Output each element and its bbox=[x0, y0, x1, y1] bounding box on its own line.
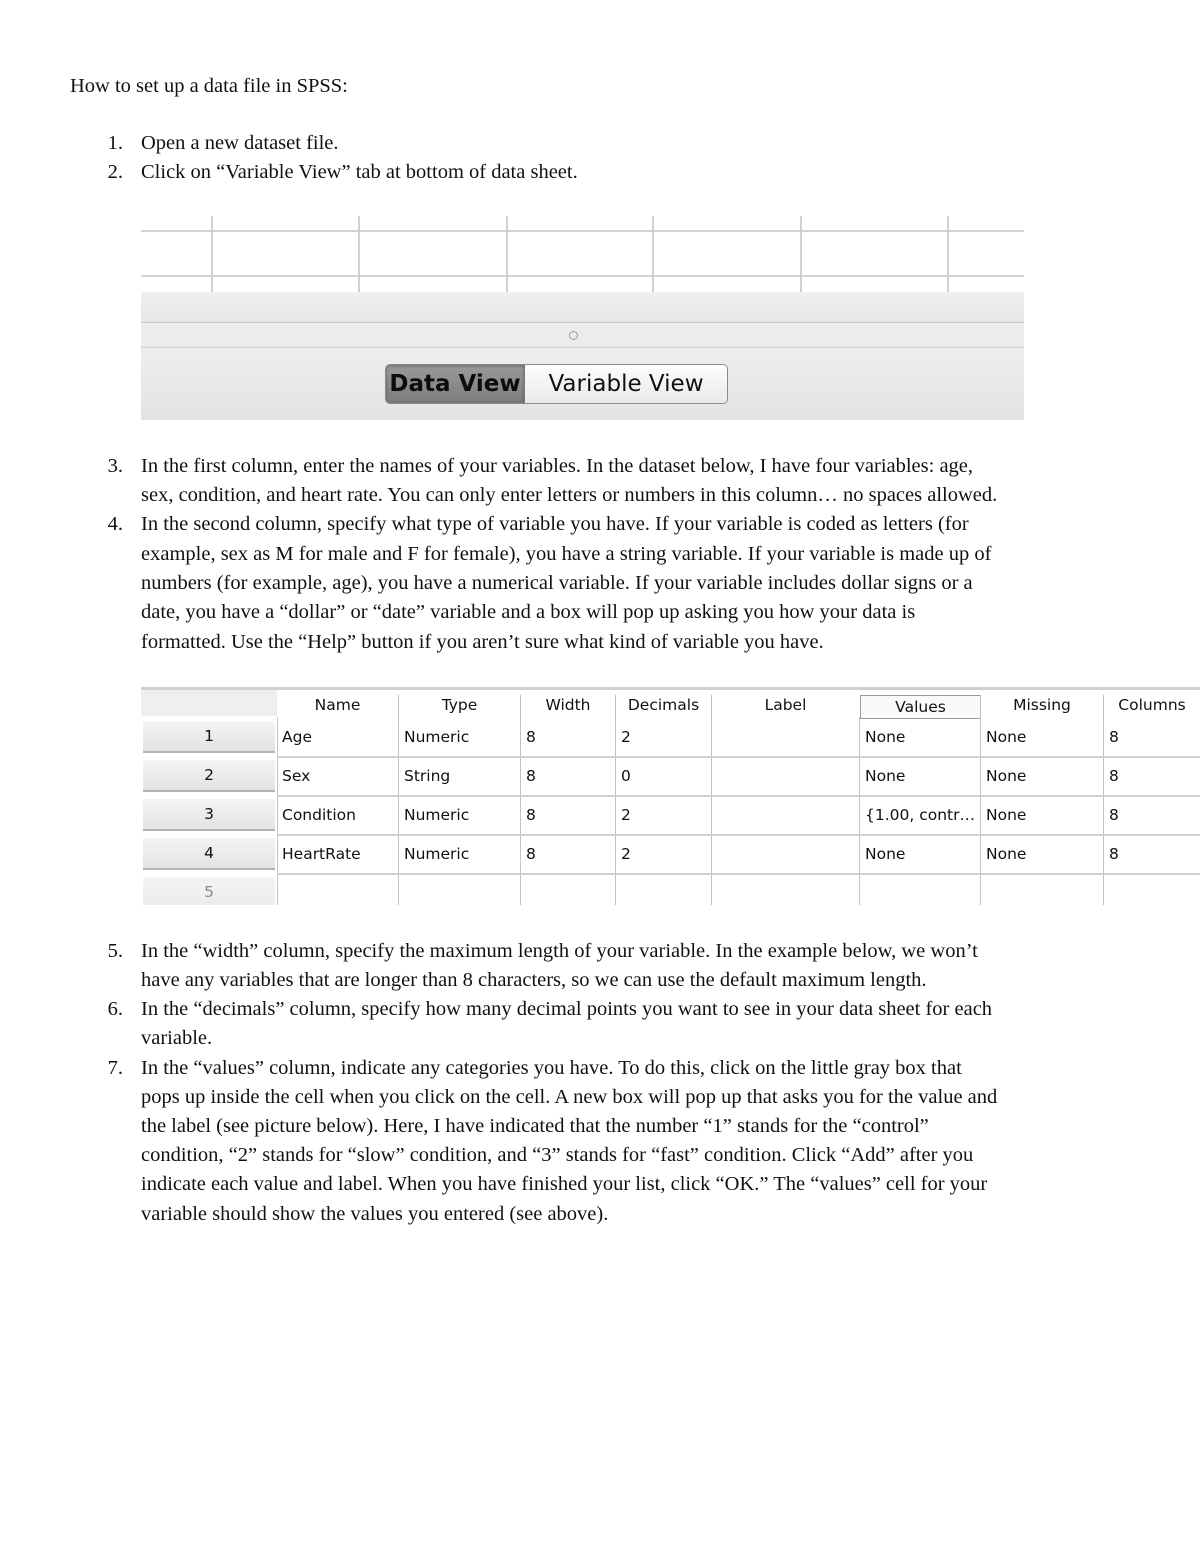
cell-type[interactable]: Numeric bbox=[404, 845, 470, 863]
cell-columns[interactable]: 8 bbox=[1109, 728, 1119, 746]
variable-view-grid bbox=[141, 687, 1200, 905]
cell-label[interactable] bbox=[712, 797, 859, 834]
step-number: 1. bbox=[107, 132, 123, 154]
cell-missing[interactable]: None bbox=[986, 806, 1027, 824]
step-text: variable should show the values you entered (see above). bbox=[141, 1203, 609, 1225]
cell-type[interactable]: Numeric bbox=[404, 728, 470, 746]
cell-missing[interactable]: None bbox=[986, 845, 1027, 863]
grid-line bbox=[358, 216, 360, 292]
scrollbar-area[interactable] bbox=[141, 323, 1024, 348]
cell-name[interactable]: Age bbox=[282, 728, 312, 746]
cell-name[interactable]: Condition bbox=[282, 806, 356, 824]
cell-values[interactable]: None bbox=[865, 728, 906, 746]
step-text: In the “width” column, specify the maximum length of your variable. In the example below, we won’t bbox=[141, 940, 978, 962]
header-separator bbox=[980, 695, 981, 717]
step-number: 4. bbox=[107, 513, 123, 535]
grid-line bbox=[506, 216, 508, 292]
step-number: 5. bbox=[107, 940, 123, 962]
cell-name[interactable]: Sex bbox=[282, 767, 311, 785]
cell-decimals[interactable]: 2 bbox=[621, 728, 631, 746]
header-separator bbox=[520, 695, 521, 717]
step-text: Open a new dataset file. bbox=[141, 132, 339, 154]
cell-decimals[interactable]: 2 bbox=[621, 845, 631, 863]
column-header-width[interactable]: Width bbox=[545, 696, 591, 714]
row-number[interactable]: 1 bbox=[143, 721, 275, 753]
cell-values[interactable]: None bbox=[865, 767, 906, 785]
step-text: example, sex as M for male and F for female), you have a string variable. If your variable is made up of bbox=[141, 543, 992, 565]
cell-missing[interactable]: None bbox=[986, 728, 1027, 746]
row-number[interactable]: 4 bbox=[143, 838, 275, 870]
cell-columns[interactable]: 8 bbox=[1109, 767, 1119, 785]
resize-handle-icon[interactable] bbox=[569, 331, 578, 340]
grid-line bbox=[277, 873, 1200, 875]
grid-corner bbox=[141, 690, 277, 716]
view-tabs bbox=[385, 364, 728, 404]
step-text: variable. bbox=[141, 1027, 213, 1049]
tab-variable-view[interactable]: Variable View bbox=[525, 365, 727, 403]
cell-decimals[interactable]: 2 bbox=[621, 806, 631, 824]
cell-columns[interactable]: 8 bbox=[1109, 806, 1119, 824]
column-header-missing[interactable]: Missing bbox=[1013, 696, 1071, 714]
cell-values[interactable]: None bbox=[865, 845, 906, 863]
cell-width[interactable]: 8 bbox=[526, 728, 536, 746]
grid-line bbox=[141, 275, 1024, 277]
cell-decimals[interactable]: 0 bbox=[621, 767, 631, 785]
row-number[interactable]: 2 bbox=[143, 760, 275, 792]
row-number[interactable]: 3 bbox=[143, 799, 275, 831]
column-header-columns[interactable]: Columns bbox=[1118, 696, 1186, 714]
step-text: In the first column, enter the names of your variables. In the dataset below, I have four variables: age, bbox=[141, 455, 974, 477]
header-separator bbox=[615, 695, 616, 717]
cell-width[interactable]: 8 bbox=[526, 767, 536, 785]
cell-width[interactable]: 8 bbox=[526, 806, 536, 824]
header-separator bbox=[1103, 695, 1104, 717]
cell-missing[interactable]: None bbox=[986, 767, 1027, 785]
cell-label[interactable] bbox=[712, 836, 859, 873]
step-text: numbers (for example, age), you have a numerical variable. If your variable includes dollar signs or a bbox=[141, 572, 973, 594]
step-text: pops up inside the cell when you click on the cell. A new box will pop up that asks you for the value and bbox=[141, 1086, 998, 1108]
step-text: sex, condition, and heart rate. You can only enter letters or numbers in this column… no spaces allowed. bbox=[141, 484, 998, 506]
header-separator bbox=[711, 695, 712, 717]
grid-line bbox=[141, 230, 1024, 232]
cell-width[interactable]: 8 bbox=[526, 845, 536, 863]
step-text: indicate each value and label. When you have finished your list, click “OK.” The “values” cell for your bbox=[141, 1173, 988, 1195]
step-text: formatted. Use the “Help” button if you aren’t sure what kind of variable you have. bbox=[141, 631, 824, 653]
step-number: 6. bbox=[107, 998, 123, 1020]
scrollbar-track[interactable] bbox=[141, 292, 1024, 323]
step-text: Click on “Variable View” tab at bottom of data sheet. bbox=[141, 161, 578, 183]
step-text: In the second column, specify what type of variable you have. If your variable is coded as letters (for bbox=[141, 513, 969, 535]
column-header-decimals[interactable]: Decimals bbox=[627, 696, 700, 714]
grid-line bbox=[211, 216, 213, 292]
step-text: In the “decimals” column, specify how many decimal points you want to see in your data sheet for each bbox=[141, 998, 993, 1020]
grid-top-border bbox=[141, 687, 1200, 690]
grid-line bbox=[947, 216, 949, 292]
column-header-label[interactable]: Label bbox=[764, 696, 807, 714]
page-title: How to set up a data file in SPSS: bbox=[70, 75, 348, 97]
tab-bar-screenshot bbox=[141, 216, 1024, 420]
cell-name[interactable]: HeartRate bbox=[282, 845, 361, 863]
row-number[interactable]: 5 bbox=[143, 877, 275, 905]
cell-values[interactable]: {1.00, contr… bbox=[865, 806, 976, 824]
cell-label[interactable] bbox=[712, 719, 859, 756]
cell-columns[interactable]: 8 bbox=[1109, 845, 1119, 863]
column-header-type[interactable]: Type bbox=[441, 696, 478, 714]
column-header-name[interactable]: Name bbox=[314, 696, 361, 714]
step-text: condition, “2” stands for “slow” condition, and “3” stands for “fast” condition. Click “Add” after you bbox=[141, 1144, 974, 1166]
tab-data-view[interactable]: Data View bbox=[386, 365, 525, 403]
grid-line bbox=[800, 216, 802, 292]
step-text: have any variables that are longer than 8 characters, so we can use the default maximum length. bbox=[141, 969, 927, 991]
step-text: the label (see picture below). Here, I have indicated that the number “1” stands for the “control” bbox=[141, 1115, 929, 1137]
step-text: date, you have a “dollar” or “date” variable and a box will pop up asking you how your data is bbox=[141, 601, 916, 623]
column-header-values[interactable]: Values bbox=[860, 695, 981, 719]
header-separator bbox=[398, 695, 399, 717]
step-number: 3. bbox=[107, 455, 123, 477]
grid-line bbox=[652, 216, 654, 292]
cell-type[interactable]: String bbox=[404, 767, 451, 785]
step-number: 2. bbox=[107, 161, 123, 183]
cell-label[interactable] bbox=[712, 758, 859, 795]
step-number: 7. bbox=[107, 1057, 123, 1079]
cell-type[interactable]: Numeric bbox=[404, 806, 470, 824]
step-text: In the “values” column, indicate any categories you have. To do this, click on the little gray box that bbox=[141, 1057, 962, 1079]
